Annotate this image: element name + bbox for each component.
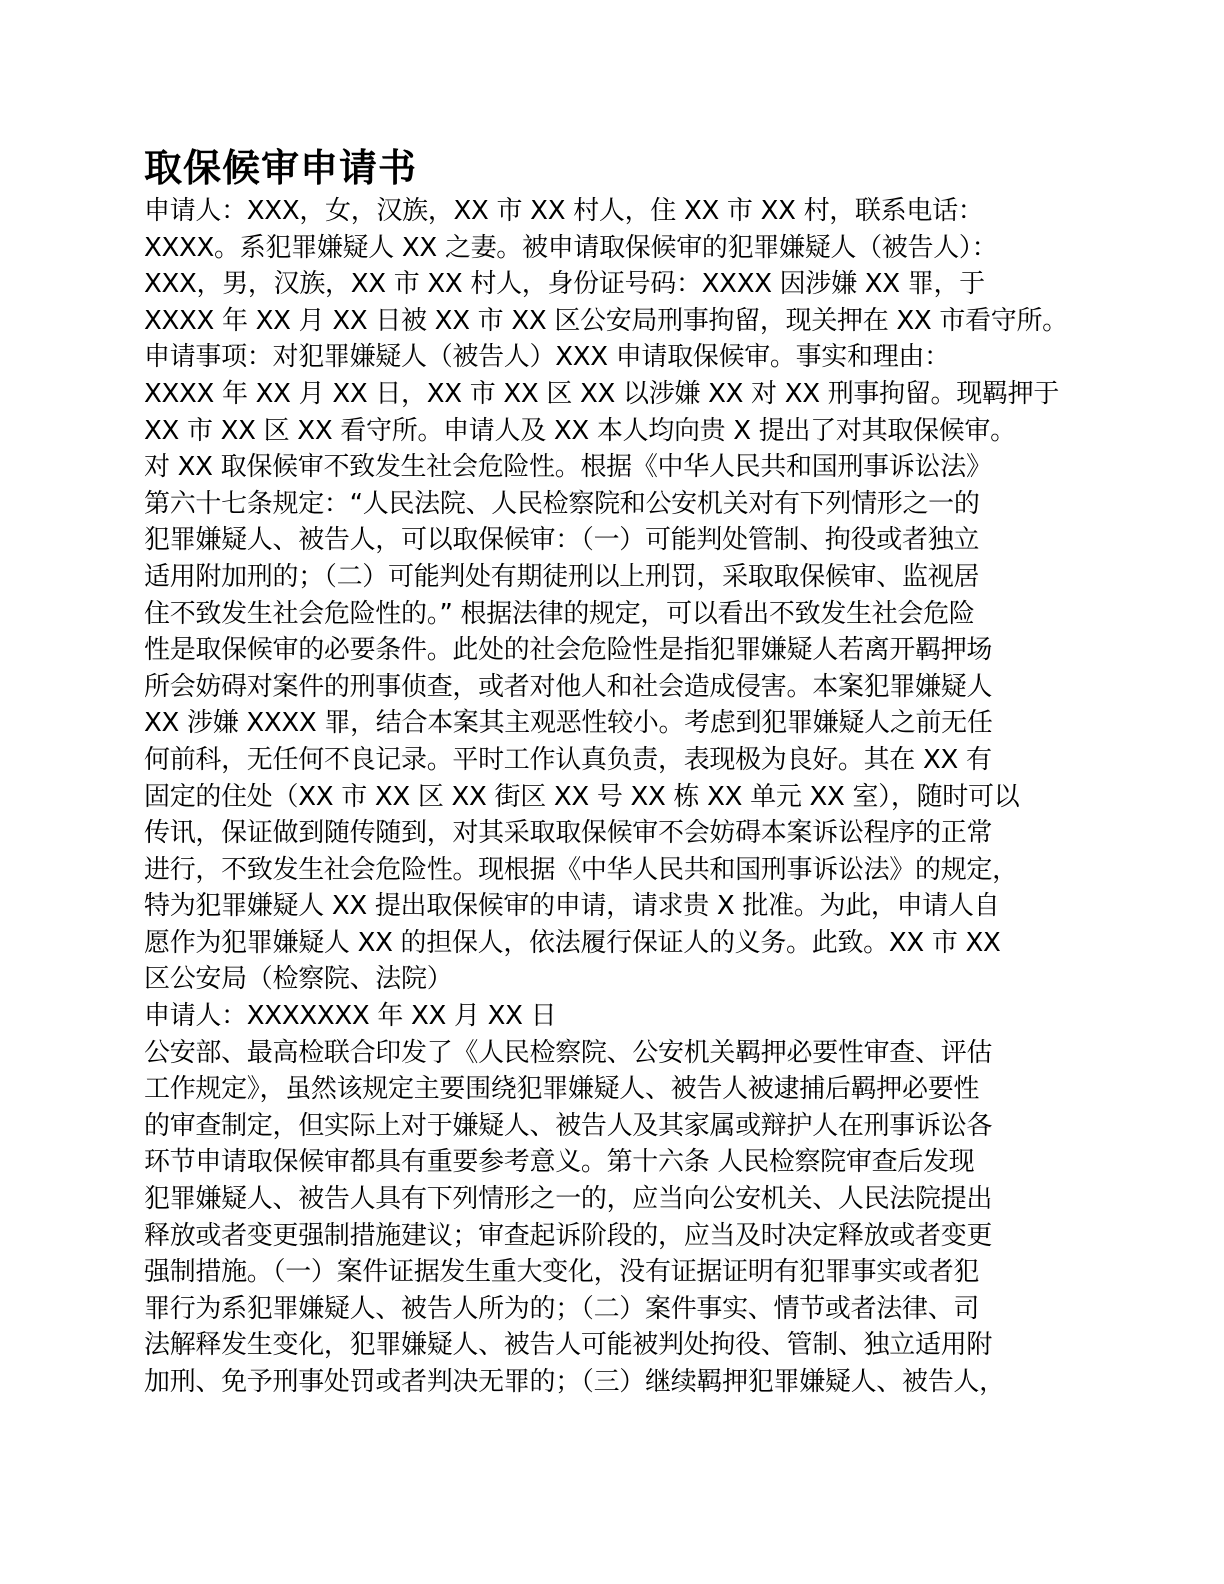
body-line: 法解释发生变化，犯罪嫌疑人、被告人可能被判处拘役、管制、独立适用附 bbox=[144, 1330, 993, 1361]
body-line: 适用附加刑的；（二）可能判处有期徒刑以上刑罚，采取取保候审、监视居 bbox=[144, 561, 980, 592]
body-line: 所会妨碍对案件的刑事侦查，或者对他人和社会造成侵害。本案犯罪嫌疑人 bbox=[144, 671, 993, 702]
body-line: 公安部、最高检联合印发了《人民检察院、公安机关羁押必要性审查、评估 bbox=[144, 1037, 993, 1068]
body-line: 传讯，保证做到随传随到，对其采取取保候审不会妨碍本案诉讼程序的正常 bbox=[144, 818, 993, 849]
body-line: 的审查制定，但实际上对于嫌疑人、被告人及其家属或辩护人在刑事诉讼各 bbox=[144, 1110, 993, 1141]
body-line: 强制措施。（一）案件证据发生重大变化，没有证据证明有犯罪事实或者犯 bbox=[144, 1257, 980, 1288]
document-title: 取保候审申请书 bbox=[144, 146, 418, 190]
body-line: 进行，不致发生社会危险性。现根据《中华人民共和国刑事诉讼法》的规定， bbox=[144, 854, 1018, 885]
document-page bbox=[144, 143, 1104, 1401]
body-line: 加刑、免予刑事处罚或者判决无罪的；（三）继续羁押犯罪嫌疑人、被告人， bbox=[144, 1367, 1005, 1397]
body-line: XXXX。系犯罪嫌疑人 XX 之妻。被申请取保候审的犯罪嫌疑人（被告人）： bbox=[144, 232, 998, 263]
body-line: 愿作为犯罪嫌疑人 XX 的担保人，依法履行保证人的义务。此致。XX 市 XX bbox=[144, 927, 1001, 958]
body-line: 犯罪嫌疑人、被告人具有下列情形之一的，应当向公安机关、人民法院提出 bbox=[144, 1184, 993, 1215]
body-line: 性是取保候审的必要条件。此处的社会危险性是指犯罪嫌疑人若离开羁押场 bbox=[144, 635, 993, 666]
body-line: XXX，男，汉族，XX 市 XX 村人，身份证号码：XXXX 因涉嫌 XX 罪，于 bbox=[144, 269, 985, 300]
body-line: 申请事项：对犯罪嫌疑人（被告人）XXX 申请取保候审。事实和理由： bbox=[144, 342, 950, 373]
document-body bbox=[144, 193, 1104, 1401]
body-line: 住不致发生社会危险性的。” 根据法律的规定，可以看出不致发生社会危险 bbox=[144, 598, 975, 629]
body-line: 释放或者变更强制措施建议；审查起诉阶段的，应当及时决定释放或者变更 bbox=[144, 1220, 993, 1251]
body-line: 何前科，无任何不良记录。平时工作认真负责，表现极为良好。其在 XX 有 bbox=[144, 744, 992, 775]
signature-line: 申请人：XXXXXXX 年 XX 月 XX 日 bbox=[144, 1001, 557, 1032]
body-line: 工作规定》，虽然该规定主要围绕犯罪嫌疑人、被告人被逮捕后羁押必要性 bbox=[144, 1074, 980, 1105]
body-line: 对 XX 取保候审不致发生社会危险性。根据《中华人民共和国刑事诉讼法》 bbox=[144, 452, 992, 483]
body-line: 罪行为系犯罪嫌疑人、被告人所为的；（二）案件事实、情节或者法律、司 bbox=[144, 1293, 980, 1324]
body-line: XX 市 XX 区 XX 看守所。申请人及 XX 本人均向贵 X 提出了对其取保候审。 bbox=[144, 415, 1016, 446]
body-line: 区公安局（检察院、法院） bbox=[144, 964, 453, 995]
body-line: 犯罪嫌疑人、被告人，可以取保候审：（一）可能判处管制、拘役或者独立 bbox=[144, 525, 980, 556]
body-line: 环节申请取保候审都具有重要参考意义。第十六条 人民检察院审查后发现 bbox=[144, 1147, 975, 1178]
body-line: XX 涉嫌 XXXX 罪，结合本案其主观恶性较小。考虑到犯罪嫌疑人之前无任 bbox=[144, 708, 993, 739]
body-line: 第六十七条规定：“人民法院、人民检察院和公安机关对有下列情形之一的 bbox=[144, 488, 980, 519]
body-line: XXXX 年 XX 月 XX 日被 XX 市 XX 区公安局刑事拘留，现关押在 XX 市看守所。 bbox=[144, 305, 1068, 336]
body-line: 固定的住处（XX 市 XX 区 XX 街区 XX 号 XX 栋 XX 单元 XX 室），随时可以 bbox=[144, 781, 1020, 812]
body-line: 特为犯罪嫌疑人 XX 提出取保候审的申请，请求贵 X 批准。为此，申请人自 bbox=[144, 891, 1000, 922]
body-line: XXXX 年 XX 月 XX 日，XX 市 XX 区 XX 以涉嫌 XX 对 XX 刑事拘留。现羁押于 bbox=[144, 378, 1060, 409]
body-line: 申请人：XXX，女，汉族，XX 市 XX 村人，住 XX 市 XX 村，联系电话： bbox=[144, 196, 984, 226]
